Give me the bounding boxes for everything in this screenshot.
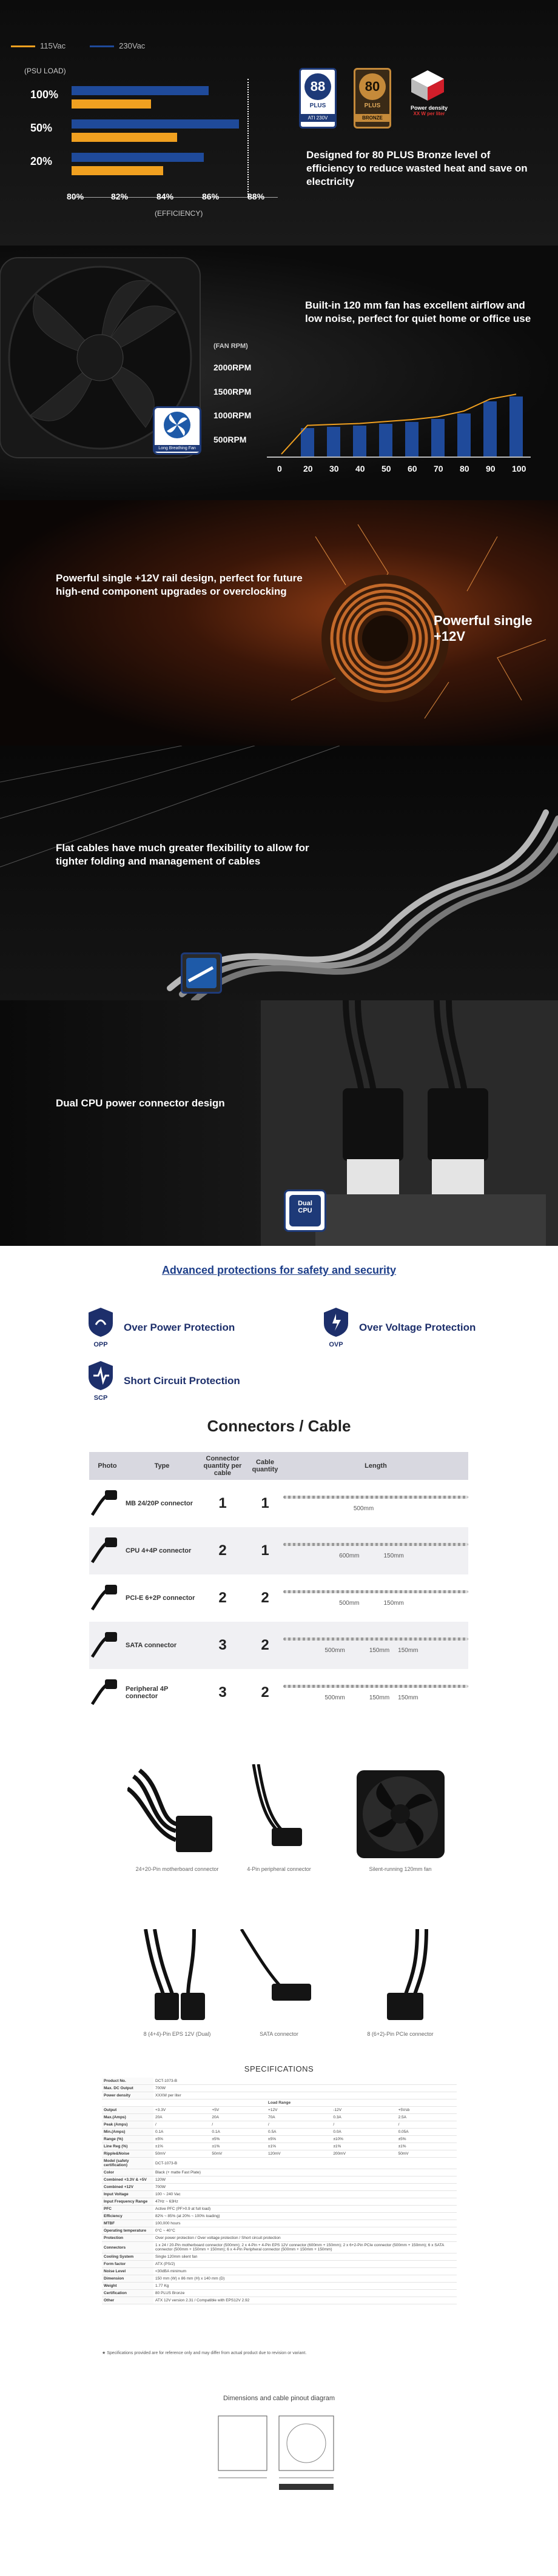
spec-key: Peak (Amps) [102, 2121, 153, 2129]
cable-length-graphic [283, 1496, 468, 1499]
cable-length-labels [283, 1551, 468, 1559]
spec-value: +5V [210, 2107, 266, 2114]
spec-value: / [210, 2121, 266, 2129]
spec-value: -12V [331, 2107, 396, 2114]
fan-x-tick: 0 [277, 464, 282, 473]
spec-row [102, 2206, 457, 2213]
spec-value: 700W [153, 2085, 457, 2092]
connector-length-cell [283, 1622, 468, 1669]
badge-power-density [406, 68, 452, 129]
fan-rpm-axis-label: (FAN RPM) [213, 343, 248, 350]
connectors-section [0, 1403, 558, 1752]
spec-value: / [153, 2121, 210, 2129]
efficiency-bar-115 [72, 133, 177, 142]
spec-key: MTBF [102, 2220, 153, 2227]
photo-sata-connector [229, 1929, 329, 2029]
spec-row [102, 2092, 457, 2099]
spec-key: Cooling System [102, 2253, 153, 2261]
efficiency-dotted-line [247, 79, 249, 197]
opp-label: Over Power Protection [124, 1321, 235, 1333]
spec-row [102, 2283, 457, 2290]
spec-key: Model (safety certification) [102, 2158, 153, 2169]
spec-value: 20A [153, 2114, 210, 2121]
spec-value: 1 x 24 / 20-Pin motherboard connector (500mm); 2 x 4-Pin + 4-Pin EPS 12V connector (600mm + 150mm); 2 x 6+2-Pin PCIe connector (500mm + 150mm); 6 x SATA connector (500mm + 150mm + 150mm); 6 x 4-Pin Peripheral connector (500mm + 150mm + 150mm) [153, 2242, 457, 2253]
spec-load-row [102, 2136, 457, 2143]
spec-key: Min.(Amps) [102, 2129, 153, 2136]
spec-key: Product No. [102, 2078, 153, 2085]
header-per-cable: Connector quantity per cable [198, 1452, 247, 1480]
spec-value: 0.3A [331, 2114, 396, 2121]
spec-value: +5Vsb [397, 2107, 457, 2114]
fan-x-tick: 70 [434, 464, 443, 473]
spec-key: Combined +12V [102, 2184, 153, 2191]
connector-row [89, 1669, 468, 1716]
efficiency-x-axis [72, 197, 278, 198]
specifications-table [102, 2078, 457, 2304]
spec-value: 50mV [397, 2150, 457, 2158]
spec-key: Noise Level [102, 2268, 153, 2275]
spec-value: ±5% [266, 2136, 331, 2143]
spec-key: Power density [102, 2092, 153, 2099]
efficiency-bar-115 [72, 99, 151, 109]
spec-key: Ripple&Noise [102, 2150, 153, 2158]
connector-length-cell [283, 1669, 468, 1716]
spec-key: Dimension [102, 2275, 153, 2283]
flat-cable-badge [181, 952, 222, 994]
spec-load-row [102, 2114, 457, 2121]
connector-type: CPU 4+4P connector [126, 1527, 198, 1574]
scp-badge [86, 1360, 115, 1402]
spec-row [102, 2235, 457, 2242]
spec-key: Max. DC Output [102, 2085, 153, 2092]
spec-value: 20A [210, 2114, 266, 2121]
power-density-label: Power density [410, 105, 448, 111]
spec-value: ±1% [210, 2143, 266, 2150]
x-tick-80: 80% [67, 192, 84, 201]
cable-length: 150mm [369, 1647, 390, 1654]
spec-value: 150 mm (W) x 86 mm (H) x 140 mm (D) [153, 2275, 457, 2283]
connector-thumbnail-icon [89, 1677, 119, 1707]
connector-per-cable: 2 [218, 1590, 227, 1606]
cable-length-labels [283, 1504, 468, 1512]
spec-value: +12V [266, 2107, 331, 2114]
rpm-tick-500: 500RPM [213, 435, 247, 444]
spec-value: DCT-1073-B [153, 2158, 457, 2169]
spec-value: ±1% [331, 2143, 396, 2150]
photo-caption-fan: Silent-running 120mm fan [369, 1866, 432, 1872]
spec-value: Over power protection / Over voltage protection / Short circuit protection [153, 2235, 457, 2242]
protection-opp [86, 1306, 235, 1348]
spec-key: Combined +3.3V & +5V [102, 2176, 153, 2184]
spec-row [102, 2227, 457, 2235]
rail-description: Powerful single +12V rail design, perfect for future high-end component upgrades or overclocking [56, 572, 303, 598]
spec-load-header-row [102, 2107, 457, 2114]
spec-value: 0.1A [153, 2129, 210, 2136]
connector-per-cable: 3 [198, 1622, 247, 1669]
spec-row [102, 2078, 457, 2085]
dimensions-diagram [206, 2410, 352, 2501]
spec-value: 0°C ~ 40°C [153, 2227, 457, 2235]
spec-row [102, 2176, 457, 2184]
spec-value: +3.3V [153, 2107, 210, 2114]
spec-row [102, 2290, 457, 2297]
badge-88-plus [299, 68, 337, 129]
footer-section [0, 2349, 558, 2515]
flat-cables-description: Flat cables have much greater flexibility to allow for tighter folding and management of cables [56, 842, 309, 868]
connector-per-cable: 2 [198, 1527, 247, 1574]
cable-length-labels [283, 1598, 468, 1607]
spec-value: 0.05A [397, 2129, 457, 2136]
legend-label-115: 115Vac [40, 41, 66, 50]
spec-key: Max.(Amps) [102, 2114, 153, 2121]
opp-shield-icon [86, 1306, 115, 1338]
spec-key: Input Voltage [102, 2191, 153, 2198]
spec-row [102, 2268, 457, 2275]
badge-80-plus-bronze [354, 68, 391, 129]
fan-x-tick: 30 [329, 464, 339, 473]
fan-rpm-curve [0, 246, 558, 500]
legend-swatch-blue [90, 45, 114, 47]
fan-x-tick: 90 [486, 464, 496, 473]
legend-item-230 [90, 41, 145, 50]
badge-88-mid: PLUS [309, 102, 326, 109]
connector-photo-cell [89, 1574, 126, 1622]
efficiency-bar-115 [72, 166, 163, 175]
spec-row [102, 2158, 457, 2169]
cable-length: 150mm [383, 1552, 404, 1559]
connector-cable-qty: 2 [247, 1622, 283, 1669]
efficiency-description: Designed for 80 PLUS Bronze level of efficiency to reduce wasted heat and save on electricity [306, 149, 528, 188]
header-cable-qty: Cable quantity [247, 1452, 283, 1480]
load-label-20: 20% [30, 155, 53, 167]
cable-length: 500mm [324, 1647, 345, 1654]
opp-badge [86, 1306, 115, 1348]
connectors-table-body [89, 1480, 468, 1716]
connector-cable-qty: 1 [261, 1495, 269, 1511]
spec-value: 2.5A [397, 2114, 457, 2121]
dual-cpu-section [0, 1000, 558, 1246]
photo-caption-sata: SATA connector [260, 2031, 298, 2037]
efficiency-section [0, 0, 558, 246]
dual-cpu-chip-icon [289, 1195, 321, 1226]
spec-value: Black (+ matte Fast Plate) [153, 2169, 457, 2176]
connector-per-cable: 1 [218, 1495, 227, 1511]
cable-length-graphic [283, 1543, 468, 1546]
load-range-label: Load Range [102, 2099, 457, 2107]
connector-length-cell [283, 1480, 468, 1527]
ovp-code: OVP [329, 1341, 343, 1348]
spec-key: Line Reg (%) [102, 2143, 153, 2150]
spec-value: XXXW per liter [153, 2092, 457, 2099]
spec-value: 47Hz ~ 63Hz [153, 2198, 457, 2206]
fan-rpm-line [281, 394, 516, 454]
fan-description: Built-in 120 mm fan has excellent airflow and low noise, perfect for quiet home or office use [305, 299, 531, 325]
spec-key: PFC [102, 2206, 153, 2213]
opp-code: OPP [93, 1341, 108, 1348]
rpm-tick-2000: 2000RPM [213, 363, 252, 372]
spec-load-row [102, 2121, 457, 2129]
cable-length: 150mm [398, 1694, 419, 1701]
fan-badge-label: Long Breathing Fan [155, 445, 200, 452]
spec-value: 1.77 Kg [153, 2283, 457, 2290]
badge-80-number: 80 [359, 73, 386, 100]
connector-thumbnail-icon [89, 1488, 119, 1518]
spec-value: ±1% [266, 2143, 331, 2150]
spec-value: Active PFC (PF>0.9 at full load) [153, 2206, 457, 2213]
spec-row [102, 2275, 457, 2283]
header-type: Type [126, 1452, 198, 1480]
fan-x-tick: 80 [460, 464, 469, 473]
efficiency-legend [11, 41, 145, 50]
photo-eps-connector [127, 1929, 227, 2029]
connector-row [89, 1527, 468, 1574]
specifications-title: SPECIFICATIONS [244, 2064, 314, 2073]
spec-value: Single 120mm silent fan [153, 2253, 457, 2261]
efficiency-bar-230 [72, 86, 209, 95]
connector-row [89, 1622, 468, 1669]
badge-88-number: 88 [304, 73, 331, 100]
ovp-label: Over Voltage Protection [359, 1321, 476, 1333]
fan-x-tick: 60 [408, 464, 417, 473]
connector-photo-cell [89, 1527, 126, 1574]
header-length: Length [283, 1452, 468, 1480]
legend-swatch-orange [11, 45, 35, 47]
spec-value: <30dBA minimum [153, 2268, 457, 2275]
spec-value: 100 ~ 240 Vac [153, 2191, 457, 2198]
photo-pcie-connector [351, 1929, 451, 2029]
spec-key: Connectors [102, 2242, 153, 2253]
spec-value: 120mV [266, 2150, 331, 2158]
header-photo: Photo [89, 1452, 126, 1480]
spec-row [102, 2169, 457, 2176]
spec-key: Output [102, 2107, 153, 2114]
photo-caption-4pin: 4-Pin peripheral connector [247, 1866, 311, 1872]
spec-value: 50mV [210, 2150, 266, 2158]
cable-length: 150mm [369, 1694, 390, 1701]
cable-length: 500mm [353, 1505, 374, 1512]
photo-caption-24pin: 24+20-Pin motherboard connector [135, 1866, 219, 1872]
cable-length-graphic [283, 1638, 468, 1641]
flat-cable-icon [183, 954, 220, 992]
connector-row [89, 1574, 468, 1622]
photo-4pin-peripheral [229, 1764, 329, 1864]
spec-load-row [102, 2150, 457, 2158]
connector-photo-cell [89, 1480, 126, 1527]
protection-ovp [321, 1306, 476, 1348]
rail-headline: Powerful single +12V [434, 613, 533, 644]
spec-row [102, 2213, 457, 2220]
spec-key: Operating temperature [102, 2227, 153, 2235]
connector-thumbnail-icon [89, 1582, 119, 1613]
connector-cable-qty: 2 [261, 1684, 269, 1701]
dual-cpu-badge-top: Dual [298, 1200, 312, 1207]
rpm-tick-1000: 1000RPM [213, 410, 252, 420]
dual-cpu-graphic [0, 1000, 558, 1246]
connector-cable-qty: 1 [247, 1527, 283, 1574]
connectors-table [89, 1452, 468, 1716]
spec-value: ±5% [397, 2136, 457, 2143]
cable-length: 600mm [339, 1552, 360, 1559]
spec-key: Efficiency [102, 2213, 153, 2220]
connectors-header-row [89, 1452, 468, 1480]
spec-key: Weight [102, 2283, 153, 2290]
photo-caption-pcie: 8 (6+2)-Pin PCIe connector [367, 2031, 434, 2037]
cable-length: 500mm [324, 1694, 345, 1701]
fan-x-tick: 40 [355, 464, 365, 473]
x-tick-82: 82% [111, 192, 129, 201]
x-tick-84: 84% [156, 192, 174, 201]
legend-item-115 [11, 41, 66, 50]
efficiency-bar-230 [72, 119, 239, 129]
connectors-title: Connectors / Cable [207, 1417, 351, 1435]
connector-thumbnail-icon [89, 1535, 119, 1565]
spec-value: 50mV [153, 2150, 210, 2158]
cable-length: 500mm [339, 1599, 360, 1607]
connector-per-cable: 3 [218, 1684, 227, 1701]
rpm-tick-1500: 1500RPM [213, 387, 252, 396]
spec-row [102, 2253, 457, 2261]
spec-value: 82% ~ 85% (at 20% ~ 100% loading) [153, 2213, 457, 2220]
connector-type: SATA connector [126, 1622, 198, 1669]
spec-value: 100,000 hours [153, 2220, 457, 2227]
spec-footnote: ★ Specifications provided are for reference only and may differ from actual product due to revision or variant. [102, 2351, 307, 2355]
spec-value: 0.5A [266, 2129, 331, 2136]
spec-load-range-row [102, 2099, 457, 2107]
psu-load-label: (PSU LOAD) [24, 67, 66, 75]
spec-value: 80 PLUS Bronze [153, 2290, 457, 2297]
cable-length-labels [283, 1693, 468, 1701]
spec-row [102, 2242, 457, 2253]
load-label-100: 100% [30, 89, 59, 101]
photo-24pin-connector [127, 1764, 227, 1864]
fan-x-tick: 20 [303, 464, 313, 473]
spec-key: Input Frequency Range [102, 2198, 153, 2206]
spec-value: 0.1A [210, 2129, 266, 2136]
spec-load-row [102, 2143, 457, 2150]
connector-photo-cell [89, 1669, 126, 1716]
dual-cpu-badge-bottom: CPU [298, 1207, 312, 1214]
spec-value: DCT-1073-B [153, 2078, 457, 2085]
power-density-cube-icon [406, 68, 449, 102]
load-label-50: 50% [30, 122, 53, 134]
specifications-table-body [102, 2078, 457, 2304]
photos-section [0, 1752, 558, 2064]
dimensions-title: Dimensions and cable pinout diagram [223, 2395, 335, 2402]
scp-code: SCP [93, 1394, 108, 1402]
badge-80-mid: PLUS [364, 102, 381, 109]
spec-row [102, 2085, 457, 2092]
connector-length-cell [283, 1574, 468, 1622]
cable-length: 150mm [383, 1599, 404, 1607]
ovp-badge [321, 1306, 351, 1348]
legend-label-230: 230Vac [119, 41, 146, 50]
scp-shield-icon [86, 1360, 115, 1391]
badge-88-bottom: ATI 230V [301, 114, 335, 122]
spec-row [102, 2184, 457, 2191]
photo-caption-eps: 8 (4+4)-Pin EPS 12V (Dual) [143, 2031, 211, 2037]
fan-section [0, 246, 558, 500]
protections-section [0, 1246, 558, 1403]
power-density-value: XX W per liter [413, 111, 445, 116]
spec-row [102, 2297, 457, 2304]
spec-value: ±10% [331, 2136, 396, 2143]
spec-key: Protection [102, 2235, 153, 2242]
connector-cable-qty: 2 [261, 1590, 269, 1606]
spec-key: Color [102, 2169, 153, 2176]
fan-x-tick: 50 [382, 464, 391, 473]
spec-load-row [102, 2129, 457, 2136]
connector-row [89, 1480, 468, 1527]
spec-key: Other [102, 2297, 153, 2304]
dual-cpu-description: Dual CPU power connector design [56, 1097, 225, 1109]
rail-section [0, 500, 558, 746]
spec-key: Range (%) [102, 2136, 153, 2143]
spec-value: ±1% [153, 2143, 210, 2150]
cable-length-graphic [283, 1685, 468, 1688]
photo-120mm-fan [351, 1764, 451, 1864]
scp-label: Short Circuit Protection [124, 1374, 240, 1387]
efficiency-axis-label: (EFFICIENCY) [155, 209, 203, 218]
spec-row [102, 2198, 457, 2206]
connector-type: Peripheral 4P connector [126, 1685, 169, 1700]
spec-value: / [266, 2121, 331, 2129]
spec-value: ATX (PS/2) [153, 2261, 457, 2268]
protection-scp [86, 1360, 240, 1402]
dual-cpu-badge [284, 1189, 326, 1232]
spec-value: ±5% [153, 2136, 210, 2143]
x-tick-86: 86% [202, 192, 220, 201]
connector-type: PCI-E 6+2P connector [126, 1594, 195, 1602]
spec-value: 70A [266, 2114, 331, 2121]
spec-value: ATX 12V version 2.31 / Compatible with EPS12V 2.92 [153, 2297, 457, 2304]
flat-cable-graphic [0, 746, 558, 1000]
spec-value: ±5% [210, 2136, 266, 2143]
efficiency-bar-230 [72, 153, 204, 162]
badge-80-bottom: BRONZE [355, 114, 389, 122]
spec-key: Certification [102, 2290, 153, 2297]
spec-value: 0.0A [331, 2129, 396, 2136]
spec-value: / [331, 2121, 396, 2129]
spec-row [102, 2191, 457, 2198]
fan-x-tick: 100 [512, 464, 526, 473]
connector-photo-cell [89, 1622, 126, 1669]
spec-key: Form factor [102, 2261, 153, 2268]
spec-value: 200mV [331, 2150, 396, 2158]
cable-length: 150mm [398, 1647, 419, 1654]
spec-value: ±1% [397, 2143, 457, 2150]
spec-value: 120W [153, 2176, 457, 2184]
cable-length-labels [283, 1645, 468, 1654]
specifications-section [0, 2064, 558, 2349]
spec-value: 700W [153, 2184, 457, 2191]
spec-row [102, 2261, 457, 2268]
ovp-shield-icon [321, 1306, 351, 1338]
protections-title: Advanced protections for safety and security [161, 1264, 397, 1276]
connector-length-cell [283, 1527, 468, 1574]
connector-type: MB 24/20P connector [126, 1500, 193, 1507]
cable-length-graphic [283, 1590, 468, 1593]
connector-thumbnail-icon [89, 1630, 119, 1660]
flat-cables-section [0, 746, 558, 1000]
spec-row [102, 2220, 457, 2227]
x-tick-88: 88% [247, 192, 265, 201]
spec-value: / [397, 2121, 457, 2129]
